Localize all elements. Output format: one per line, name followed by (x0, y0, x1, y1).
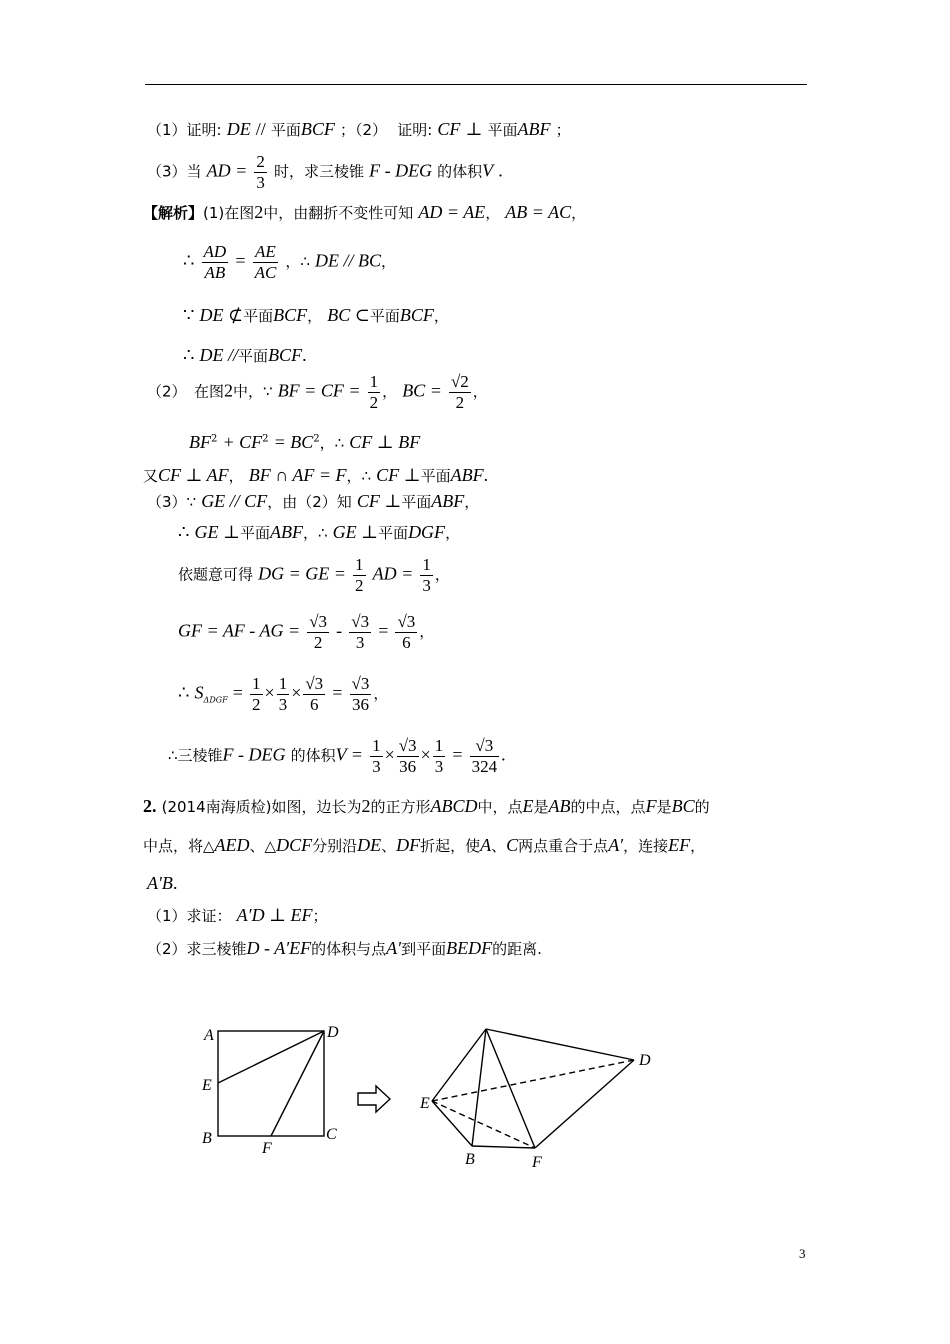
edge-e-f-hidden (432, 1101, 535, 1148)
solution-part2-line-2: $BF^2 + CF^2 = BC^2$，∴ CF ⊥ BF (189, 432, 421, 452)
solution-part3-line-4: GF = AF - AG = $\frac{√3}{2}$ - $\frac{√3}{3}$ = $\frac{√3}{6}$ ， (178, 612, 435, 652)
solution-part2-line-3: 又CF ⊥ AF， BF ∩ AF = F，∴ CF ⊥平面ABF. (143, 465, 489, 485)
solution-part3-line-5: ∴ $S_{\Delta DGF}$ = $\frac{1}{2}$ × $\frac{1}{3}$ × $\frac{√3}{6}$ = $\frac{√3}{36}$ ， (178, 674, 389, 714)
edge-e-b (432, 1101, 472, 1146)
label-f: F (262, 1140, 272, 1157)
question-2-sub-1: （1）求证： A′D ⊥ EF； (147, 905, 328, 925)
geometry-figure (190, 1015, 670, 1185)
label-d: D (327, 1024, 339, 1041)
solution-part3-line-2: ∴ GE ⊥平面ABF，∴ GE ⊥平面DGF， (178, 522, 461, 542)
label-a: A (204, 1027, 214, 1044)
square-figure (218, 1031, 324, 1136)
problem-part-3: （3）当 AD = $\frac{2}{3}$ 时，求三棱锥 F - DEG 的体积V . (147, 152, 503, 192)
label-c: C (326, 1126, 337, 1143)
edge-a-d (486, 1029, 634, 1060)
question-2-line-2: 中点，将△AED、△DCF分别沿DE、DF折起，使A、C两点重合于点A′，连接EF， (143, 835, 706, 855)
solution-part3-line-6: ∴三棱锥F - DEG 的体积V = $\frac{1}{3}$ × $\frac{√3}{36}$ × $\frac{1}{3}$ = $\frac{√3}{324}$ . (168, 736, 506, 776)
pyramid-figure (432, 1029, 634, 1148)
label-e: E (202, 1077, 212, 1094)
solution-line-2: ∴ $\frac{AD}{AB}$ = $\frac{AE}{AC}$ ，∴ DE // BC， (183, 242, 397, 282)
header-rule (145, 84, 807, 85)
solution-line-3: ∵ DE ⊄平面BCF， BC ⊂平面BCF， (183, 305, 449, 325)
label-b-folded: B (465, 1151, 475, 1168)
edge-f-d (535, 1060, 634, 1148)
edge-b-f (472, 1146, 535, 1148)
edge-a-e (432, 1029, 486, 1101)
edge-e-d-hidden (432, 1060, 634, 1101)
label-e-folded: E (420, 1095, 430, 1112)
segment-ed (218, 1031, 324, 1083)
square-abcd (218, 1031, 324, 1136)
edge-a-b (472, 1029, 486, 1146)
solution-part3-line-3: 依题意可得 DG = GE = $\frac{1}{2}$ AD = $\frac{1}{3}$ ， (178, 555, 450, 595)
solution-part3-line-1: （3）∵ GE // CF，由（2）知 CF ⊥平面ABF， (147, 491, 480, 511)
arrow-icon (358, 1086, 390, 1112)
question-2-line-3: A′B. (147, 873, 178, 893)
problem-parts-1-2: （1）证明: DE // 平面BCF ；（2） 证明: CF ⊥ 平面ABF ； (147, 119, 571, 139)
solution-line-1: 【解析】(1)在图2中，由翻折不变性可知 AD = AE， AB = AC， (143, 202, 587, 222)
page-number: 3 (799, 1246, 806, 1261)
segment-fd (271, 1031, 324, 1136)
solution-line-4: ∴ DE //平面BCF. (183, 345, 307, 365)
label-f-folded: F (532, 1154, 542, 1171)
label-b: B (202, 1130, 212, 1147)
solution-part2-line-1: （2） 在图2中，∵ BF = CF = $\frac{1}{2}$ ， BC = $\frac{√2}{2}$ ， (147, 372, 488, 412)
question-2-line-1: 2. (2014南海质检)如图，边长为2的正方形ABCD中，点E是AB的中点，点F是BC的 (143, 796, 710, 816)
question-2-sub-2: （2）求三棱锥D - A′EF的体积与点A′到平面BEDF的距离. (147, 938, 542, 958)
label-d-folded: D (639, 1052, 651, 1069)
